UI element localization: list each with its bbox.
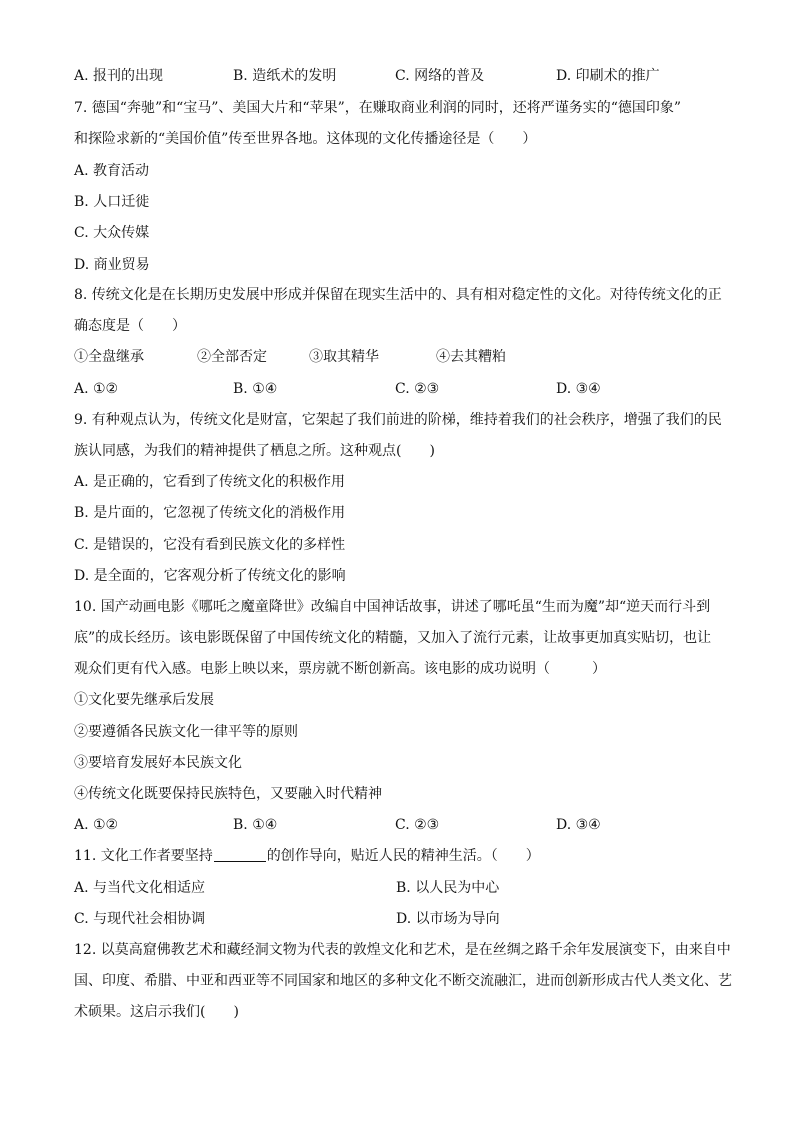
q7-option-b[interactable]: B. 人口迁徙 [74, 194, 150, 210]
q7-option-a[interactable]: A. 教育活动 [74, 163, 150, 179]
q11-option-d[interactable]: D. 以市场为导向 [396, 911, 500, 927]
q9-option-a[interactable]: A. 是正确的，它看到了传统文化的积极作用 [74, 474, 346, 490]
q10-option-d[interactable]: D. ③④ [556, 817, 601, 833]
q6-option-a[interactable]: A. 报刊的出现 [74, 68, 164, 84]
q8-option-b[interactable]: B. ①④ [233, 381, 278, 397]
q11-stem-after: 的创作导向，贴近人民的精神生活。（ ） [266, 848, 540, 864]
q11-option-a[interactable]: A. 与当代文化相适应 [74, 880, 206, 896]
q9-option-b[interactable]: B. 是片面的，它忽视了传统文化的消极作用 [74, 505, 346, 521]
q12-stem-line-2: 国、印度、希腊、中亚和西亚等不同国家和地区的多种文化不断交流融汇，进而创新形成古代人类文化、艺 [74, 973, 732, 989]
q6-option-c[interactable]: C. 网络的普及 [395, 68, 485, 84]
q10-option-c[interactable]: C. ②③ [395, 817, 440, 833]
q9-stem-line-2: 族认同感，为我们的精神提供了栖息之所。这种观点( ) [74, 443, 435, 459]
q11-option-b[interactable]: B. 以人民为中心 [396, 880, 500, 896]
q6-option-b[interactable]: B. 造纸术的发明 [233, 68, 337, 84]
q8-option-d[interactable]: D. ③④ [556, 381, 601, 397]
q12-stem-line-1: 12. 以莫高窟佛教艺术和藏经洞文物为代表的敦煌文化和艺术，是在丝绸之路千余年发展演变下，由来自中 [74, 942, 731, 958]
q8-statement-3: ③取其精华 [309, 349, 379, 365]
q10-statement-1: ①文化要先继承后发展 [74, 692, 214, 708]
q8-stem-line-2: 确态度是（ ） [74, 318, 186, 334]
q7-option-c[interactable]: C. 大众传媒 [74, 225, 150, 241]
q7-option-d[interactable]: D. 商业贸易 [74, 257, 150, 273]
q10-stem-line-1: 10. 国产动画电影《哪吒之魔童降世》改编自中国神话故事，讲述了哪吒虽“生而为魔”却“逆天而行斗到 [74, 599, 711, 615]
q8-statement-1: ①全盘继承 [74, 349, 144, 365]
q11-stem-before: 11. 文化工作者要坚持 [74, 848, 213, 864]
q9-option-d[interactable]: D. 是全面的，它客观分析了传统文化的影响 [74, 568, 346, 584]
q6-option-d[interactable]: D. 印刷术的推广 [556, 68, 660, 84]
q9-stem-line-1: 9. 有种观点认为，传统文化是财富，它架起了我们前进的阶梯，维持着我们的社会秩序，增强了我们的民 [74, 412, 722, 428]
q9-option-c[interactable]: C. 是错误的，它没有看到民族文化的多样性 [74, 537, 346, 553]
q8-stem-line-1: 8. 传统文化是在长期历史发展中形成并保留在现实生活中的、具有相对稳定性的文化。对待传统文化的正 [74, 287, 722, 303]
q7-stem-line-2: 和探险求新的“美国价值”传至世界各地。这体现的文化传播途径是（ ） [74, 131, 537, 147]
q11-fill-blank[interactable] [214, 847, 266, 862]
q10-statement-4: ④传统文化既要保持民族特色，又要融入时代精神 [74, 786, 382, 802]
q8-statement-2: ②全部否定 [197, 349, 267, 365]
q8-option-c[interactable]: C. ②③ [395, 381, 440, 397]
q11-stem [74, 846, 540, 866]
q10-stem-line-2: 底”的成长经历。该电影既保留了中国传统文化的精髓，又加入了流行元素，让故事更加真实贴切，也让 [74, 630, 712, 646]
q8-option-a[interactable]: A. ①② [74, 381, 119, 397]
q10-statement-2: ②要遵循各民族文化一律平等的原则 [74, 724, 298, 740]
q10-stem-line-3: 观众们更有代入感。电影上映以来，票房就不断创新高。该电影的成功说明（ ） [74, 661, 606, 677]
q10-statement-3: ③要培育发展好本民族文化 [74, 755, 242, 771]
q10-option-b[interactable]: B. ①④ [233, 817, 278, 833]
q12-stem-line-3: 术硕果。这启示我们( ) [74, 1004, 239, 1020]
q11-option-c[interactable]: C. 与现代社会相协调 [74, 911, 206, 927]
q10-option-a[interactable]: A. ①② [74, 817, 119, 833]
q8-statement-4: ④去其糟粕 [436, 349, 506, 365]
q7-stem-line-1: 7. 德国“奔驰”和“宝马”、美国大片和“苹果”，在赚取商业利润的同时，还将严谨务实的“德国印象” [74, 100, 682, 116]
